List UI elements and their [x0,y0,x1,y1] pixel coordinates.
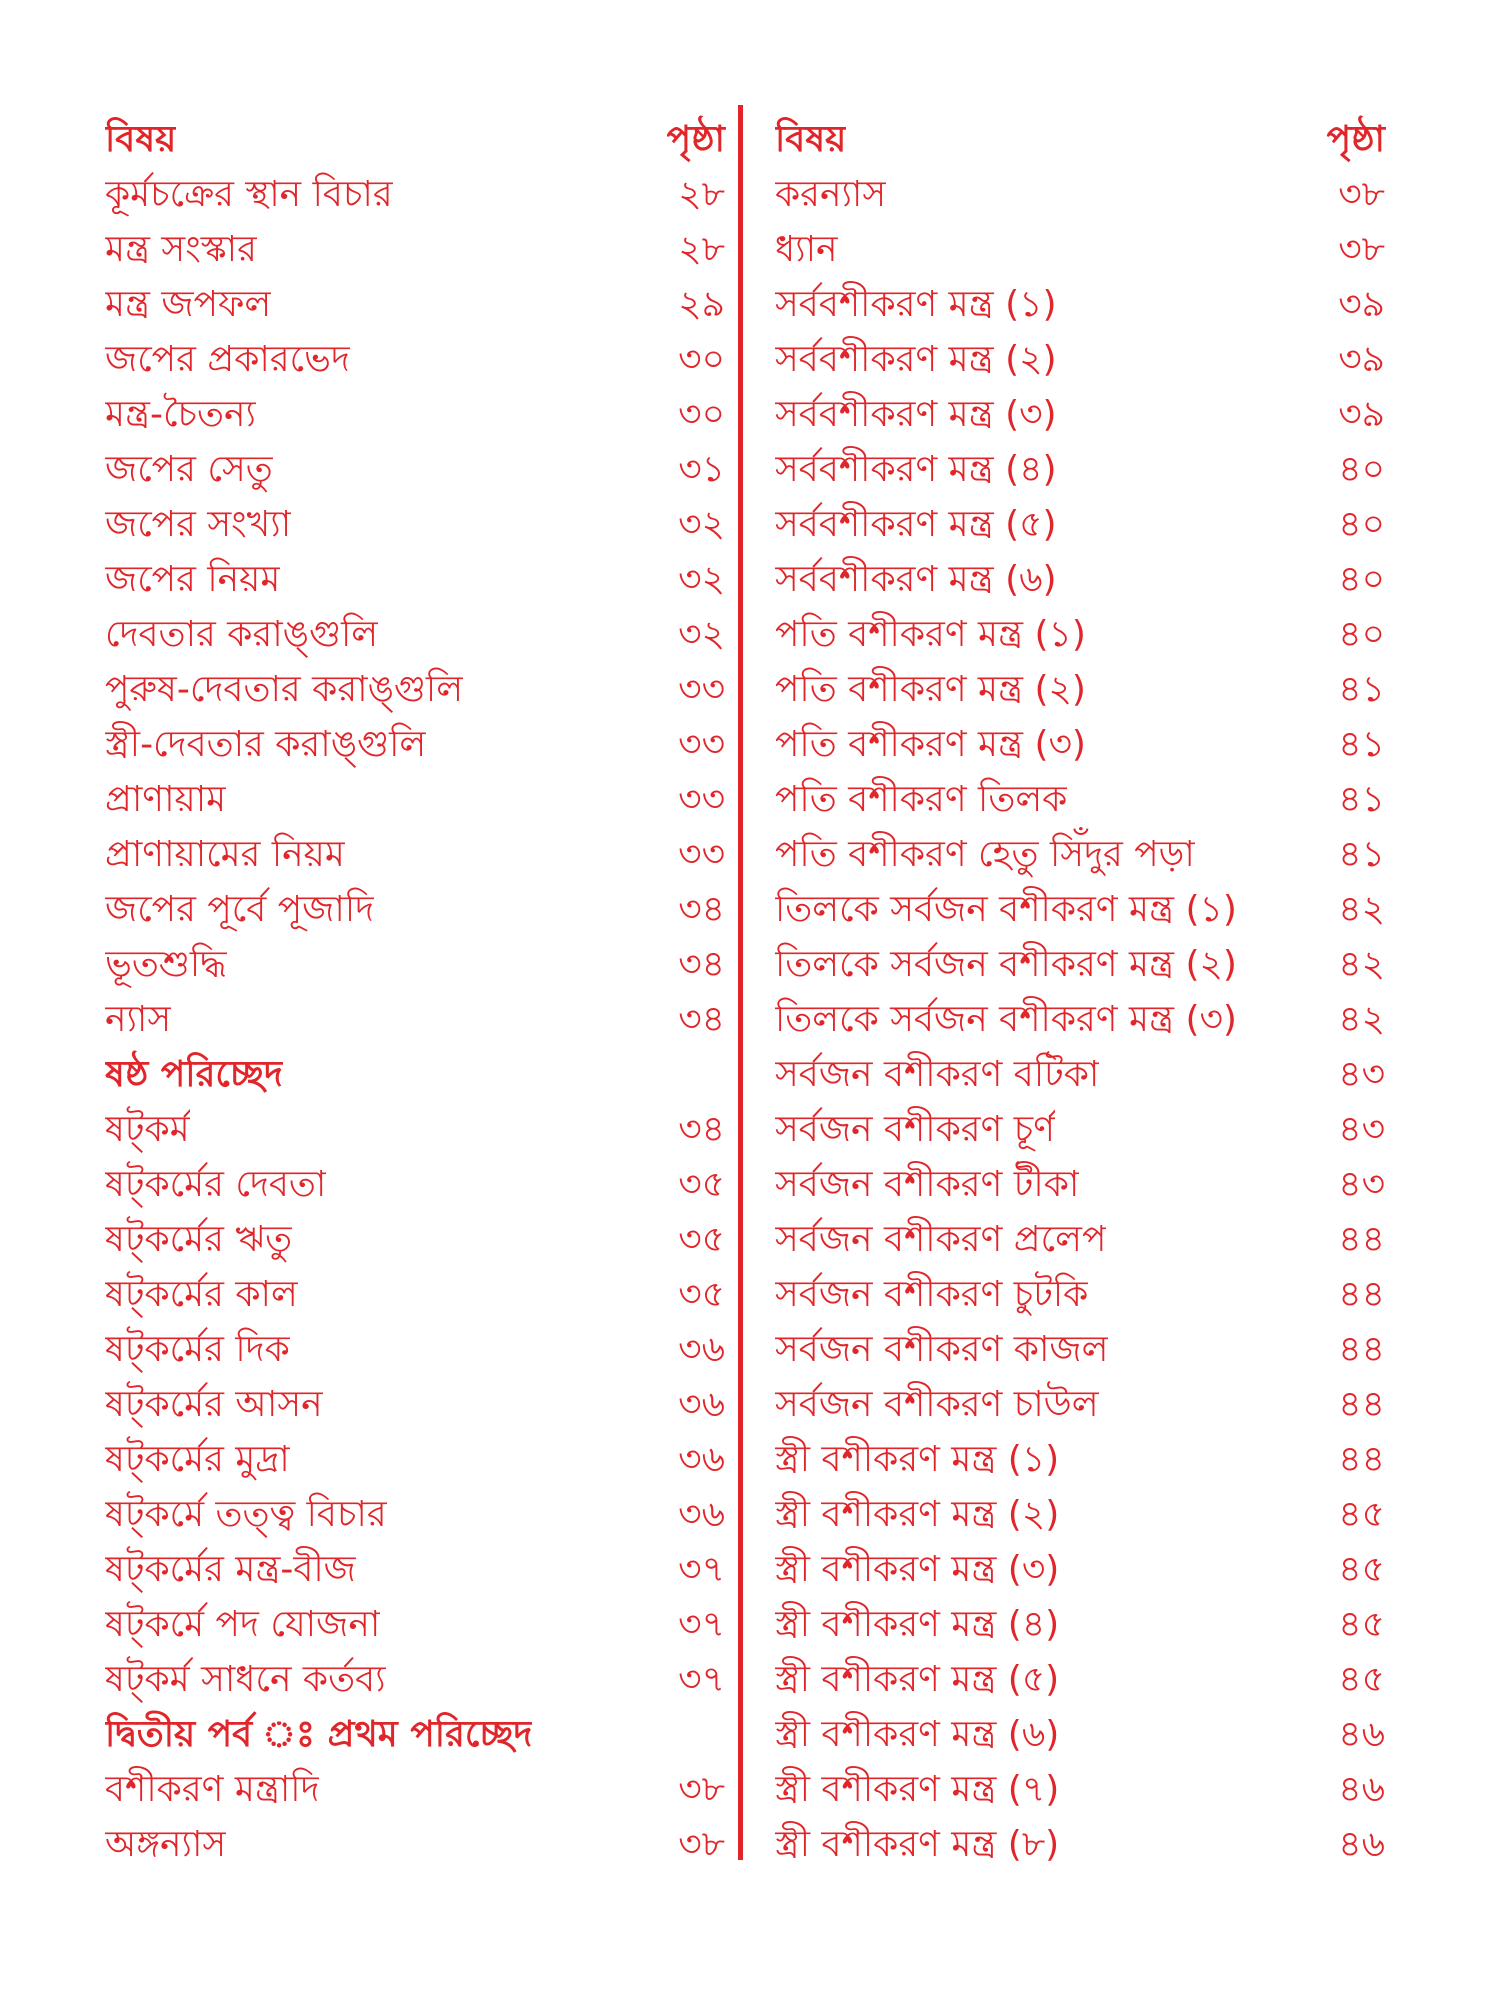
toc-entry [105,607,725,662]
toc-entry-title: সর্বজন বশীকরণ টীকা [775,1164,1080,1205]
toc-entry-title: ধ্যান [775,229,838,270]
toc-entry [775,717,1395,772]
toc-entry-title: জপের সংখ্যা [105,504,292,545]
column-divider [738,105,743,1860]
toc-entry-page: ৪৫ [1338,1604,1385,1645]
toc-entry-page: ৪০ [1338,559,1385,600]
toc-entry-page: ৪৫ [1338,1659,1385,1700]
toc-entry [105,1432,725,1487]
toc-entry [775,1212,1395,1267]
toc-entry [105,1762,725,1817]
toc-entry [775,1102,1395,1157]
toc-entry-page: ৩৩ [678,724,725,765]
toc-entry [105,1322,725,1377]
toc-entry-page: ৪২ [1338,999,1385,1040]
toc-entry-page: ৪৪ [1338,1219,1385,1260]
toc-entry-title: তিলকে সর্বজন বশীকরণ মন্ত্র (৩) [775,999,1237,1040]
toc-entry-page: ৩২ [678,559,725,600]
toc-entry [105,332,725,387]
toc-entry [105,1157,725,1212]
toc-entry [105,1542,725,1597]
toc-entry [105,1377,725,1432]
toc-entry [775,1817,1395,1872]
toc-entry [105,772,725,827]
toc-entry-page: ৩২ [678,504,725,545]
toc-entry-title: জপের সেতু [105,449,273,490]
toc-entry-title: সর্বজন বশীকরণ চাউল [775,1384,1099,1425]
toc-left-column [105,112,725,1872]
toc-header-row [105,112,725,167]
toc-entry [775,1377,1395,1432]
toc-entry-title: ষট্‌কর্মের মুদ্রা [105,1439,290,1480]
toc-entry-page: ৪৩ [1338,1164,1385,1205]
toc-entry-title: ষট্‌কর্মে তত্ত্ব বিচার [105,1494,387,1535]
toc-entry-page: ৩৬ [678,1439,725,1480]
toc-entry-title: সর্ববশীকরণ মন্ত্র (১) [775,284,1057,325]
toc-entry-page: ৩৫ [678,1274,725,1315]
toc-entry-page: ৪০ [1338,504,1385,545]
toc-entry [105,222,725,277]
toc-entry [105,882,725,937]
toc-entry-title: সর্ববশীকরণ মন্ত্র (৬) [775,559,1057,600]
toc-entry-page: ৩৪ [678,944,725,985]
toc-entry-page: ৩৪ [678,999,725,1040]
toc-entry-page: ৪১ [1338,834,1385,875]
toc-entry [775,332,1395,387]
toc-entry-title: পতি বশীকরণ হেতু সিঁদুর পড়া [775,834,1195,875]
toc-entry-title: ষট্‌কর্ম [105,1109,190,1150]
toc-entry-page: ৩০ [678,394,725,435]
toc-entry-page: ৩৮ [1338,229,1385,270]
toc-entry [105,1597,725,1652]
toc-entry-page: ৪৬ [1338,1769,1385,1810]
toc-entry [775,1267,1395,1322]
toc-entry-title: ষট্‌কর্মের মন্ত্র-বীজ [105,1549,356,1590]
toc-entry-page: ৪১ [1338,724,1385,765]
toc-entry [105,717,725,772]
toc-entry-title: সর্বজন বশীকরণ কাজল [775,1329,1109,1370]
toc-entry-page: ৩৬ [678,1494,725,1535]
toc-entry-title: সর্বজন বশীকরণ চূর্ণ [775,1109,1055,1150]
toc-entry-title: স্ত্রী বশীকরণ মন্ত্র (৮) [775,1824,1060,1865]
toc-entry-page: ৪৫ [1338,1549,1385,1590]
toc-section-heading [105,1047,725,1102]
toc-entry-page: ২৮ [678,229,725,270]
toc-entry [775,552,1395,607]
toc-entry-title: সর্বজন বশীকরণ বটিকা [775,1054,1100,1095]
toc-entry-page: ৩৭ [678,1604,725,1645]
toc-entry-page: ৪৪ [1338,1439,1385,1480]
toc-entry-title: অঙ্গন্যাস [105,1824,227,1865]
toc-entry-page: ৩৯ [1338,284,1385,325]
toc-entry-page: ৩৩ [678,669,725,710]
toc-entry-title: স্ত্রী বশীকরণ মন্ত্র (৪) [775,1604,1060,1645]
toc-entry-page: ২৯ [678,284,725,325]
toc-entry-title: ষট্‌কর্মের আসন [105,1384,323,1425]
toc-entry-title: জপের প্রকারভেদ [105,339,350,380]
toc-entry-page: ৩৪ [678,1109,725,1150]
toc-entry-title: সর্ববশীকরণ মন্ত্র (৩) [775,394,1057,435]
toc-entry [775,1707,1395,1762]
toc-entry-page: ৩১ [678,449,725,490]
toc-entry-title: করন্যাস [775,174,887,215]
toc-entry-title: সর্বজন বশীকরণ প্রলেপ [775,1219,1107,1260]
toc-entry [775,772,1395,827]
toc-entry-page: ৪৬ [1338,1714,1385,1755]
toc-entry-page: ৩৭ [678,1549,725,1590]
page-header: পৃষ্ঠা [666,119,725,160]
toc-entry-title: পুরুষ-দেবতার করাঙ্গুলি [105,669,464,710]
toc-entry-title: কূর্মচক্রের স্থান বিচার [105,174,393,215]
toc-entry [775,277,1395,332]
toc-entry [105,277,725,332]
toc-entry-page: ২৮ [678,174,725,215]
toc-entry-page: ৩৮ [678,1824,725,1865]
toc-entry-title: ষট্‌কর্ম সাধনে কর্তব্য [105,1659,386,1700]
toc-entry [775,937,1395,992]
toc-entry-title: জপের পূর্বে পূজাদি [105,889,375,930]
toc-entry [775,992,1395,1047]
toc-entry-page: ৩৮ [678,1769,725,1810]
toc-left-entries [105,167,725,1872]
toc-entry [775,387,1395,442]
toc-entry-page: ৩০ [678,339,725,380]
toc-entry [775,1542,1395,1597]
toc-entry-title: প্রাণায়াম [105,779,227,820]
toc-entry [775,497,1395,552]
toc-entry [105,1817,725,1872]
toc-entry [775,222,1395,277]
toc-entry [775,442,1395,497]
toc-entry-page: ৪৪ [1338,1329,1385,1370]
toc-right-entries [775,167,1395,1872]
toc-entry-page: ৪০ [1338,449,1385,490]
toc-entry-page: ৩৬ [678,1329,725,1370]
toc-entry-title: জপের নিয়ম [105,559,281,600]
toc-entry-title: ষট্‌কর্মের ঋতু [105,1219,293,1260]
toc-entry-title: দ্বিতীয় পর্ব ঃ প্রথম পরিচ্ছেদ [105,1714,533,1755]
toc-entry-page: ৩৯ [1338,394,1385,435]
toc-entry-title: ষট্‌কর্মের কাল [105,1274,298,1315]
toc-entry-page: ৪২ [1338,944,1385,985]
toc-entry-page: ৪০ [1338,614,1385,655]
toc-entry-title: মন্ত্র সংস্কার [105,229,257,270]
toc-entry-title: পতি বশীকরণ মন্ত্র (২) [775,669,1086,710]
toc-entry-title: স্ত্রী-দেবতার করাঙ্গুলি [105,724,427,765]
toc-header-row [775,112,1395,167]
toc-entry-page: ৪২ [1338,889,1385,930]
toc-entry [105,497,725,552]
toc-entry [105,1267,725,1322]
toc-entry-page: ৩৮ [1338,174,1385,215]
toc-entry-page: ৩৪ [678,889,725,930]
toc-entry-title: ভূতশুদ্ধি [105,944,227,985]
toc-entry [105,1487,725,1542]
toc-entry [775,1762,1395,1817]
toc-entry-page: ৩৭ [678,1659,725,1700]
toc-entry-title: স্ত্রী বশীকরণ মন্ত্র (৩) [775,1549,1060,1590]
toc-entry-title: ষট্‌কর্মে পদ যোজনা [105,1604,381,1645]
toc-entry-page: ৪৩ [1338,1054,1385,1095]
toc-entry-page: ৪৬ [1338,1824,1385,1865]
toc-entry-title: ষট্‌কর্মের দেবতা [105,1164,327,1205]
toc-entry-title: ন্যাস [105,999,172,1040]
toc-entry-page: ৪১ [1338,779,1385,820]
toc-entry-title: স্ত্রী বশীকরণ মন্ত্র (৫) [775,1659,1060,1700]
subject-header: বিষয় [775,119,847,160]
toc-entry [775,662,1395,717]
toc-entry [105,387,725,442]
toc-entry-title: দেবতার করাঙ্গুলি [105,614,379,655]
toc-entry-title: স্ত্রী বশীকরণ মন্ত্র (২) [775,1494,1060,1535]
toc-entry-title: মন্ত্র জপফল [105,284,272,325]
toc-entry-title: পতি বশীকরণ মন্ত্র (১) [775,614,1086,655]
toc-entry-title: তিলকে সর্বজন বশীকরণ মন্ত্র (১) [775,889,1237,930]
toc-entry-page: ৩৫ [678,1164,725,1205]
toc-entry [105,937,725,992]
toc-entry [775,1487,1395,1542]
toc-entry-page: ৪৩ [1338,1109,1385,1150]
toc-entry [775,1432,1395,1487]
toc-entry [775,167,1395,222]
toc-entry-title: মন্ত্র-চৈতন্য [105,394,256,435]
toc-entry-title: স্ত্রী বশীকরণ মন্ত্র (৭) [775,1769,1060,1810]
toc-entry-title: ষট্‌কর্মের দিক [105,1329,290,1370]
subject-header: বিষয় [105,119,177,160]
toc-entry [105,552,725,607]
toc-entry-page: ৩২ [678,614,725,655]
toc-entry [775,1157,1395,1212]
toc-entry [775,1322,1395,1377]
toc-entry [105,827,725,882]
toc-entry-title: সর্বজন বশীকরণ চুটকি [775,1274,1089,1315]
toc-entry-title: স্ত্রী বশীকরণ মন্ত্র (১) [775,1439,1060,1480]
toc-entry-title: স্ত্রী বশীকরণ মন্ত্র (৬) [775,1714,1060,1755]
toc-entry [105,1102,725,1157]
toc-entry-page: ৩৯ [1338,339,1385,380]
toc-entry [105,992,725,1047]
toc-entry-page: ৪৪ [1338,1274,1385,1315]
toc-entry [775,607,1395,662]
toc-entry-page: ৩৬ [678,1384,725,1425]
toc-entry [105,662,725,717]
toc-entry-title: ষষ্ঠ পরিচ্ছেদ [105,1054,283,1095]
toc-entry [105,1212,725,1267]
toc-entry-title: পতি বশীকরণ তিলক [775,779,1068,820]
toc-entry [105,442,725,497]
toc-entry-title: সর্ববশীকরণ মন্ত্র (৪) [775,449,1057,490]
toc-right-column [775,112,1395,1872]
toc-entry [775,1047,1395,1102]
toc-entry-title: বশীকরণ মন্ত্রাদি [105,1769,320,1810]
toc-entry-page: ৩৩ [678,834,725,875]
toc-entry-page: ৩৩ [678,779,725,820]
toc-entry [105,167,725,222]
toc-entry [775,1652,1395,1707]
toc-entry [105,1652,725,1707]
toc-entry [775,1597,1395,1652]
toc-entry-page: ৩৫ [678,1219,725,1260]
page-header: পৃষ্ঠা [1326,119,1385,160]
toc-section-heading [105,1707,725,1762]
toc-entry-page: ৪৫ [1338,1494,1385,1535]
toc-entry-page: ৪৪ [1338,1384,1385,1425]
toc-entry-title: সর্ববশীকরণ মন্ত্র (২) [775,339,1057,380]
toc-entry [775,827,1395,882]
toc-entry-title: তিলকে সর্বজন বশীকরণ মন্ত্র (২) [775,944,1237,985]
toc-entry-title: পতি বশীকরণ মন্ত্র (৩) [775,724,1086,765]
toc-entry-title: প্রাণায়ামের নিয়ম [105,834,345,875]
toc-entry-title: সর্ববশীকরণ মন্ত্র (৫) [775,504,1057,545]
toc-entry [775,882,1395,937]
toc-entry-page: ৪১ [1338,669,1385,710]
